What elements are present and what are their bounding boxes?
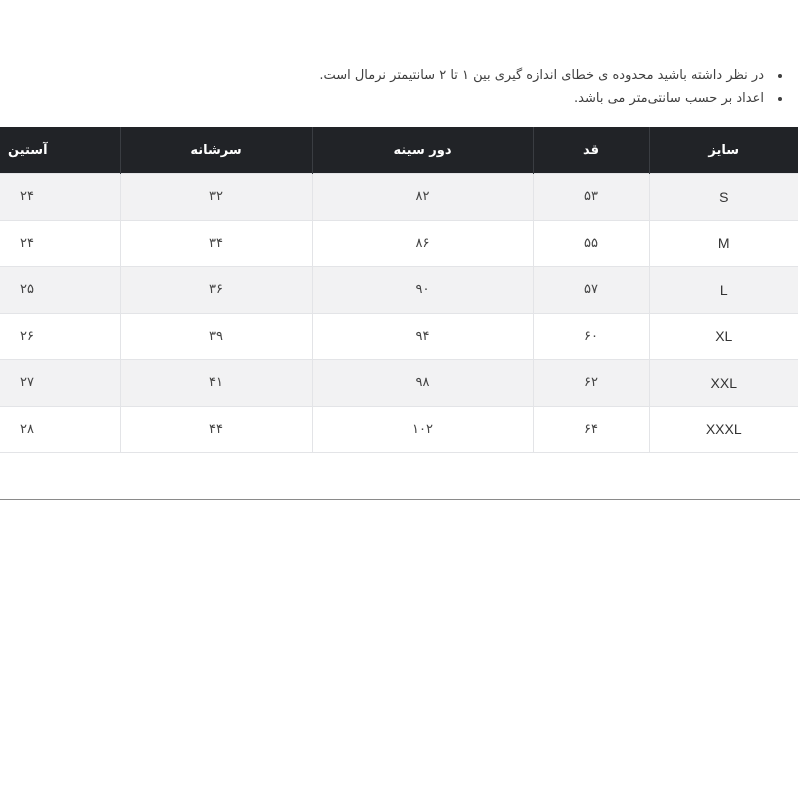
cell-sleeve: ۲۴	[0, 174, 120, 221]
note-item: • در نظر داشته باشید محدوده ی خطای اندازه گیری بین ۱ تا ۲ سانتیمتر نرمال است.	[319, 64, 768, 87]
header-length: قد	[533, 127, 649, 174]
cell-sleeve: ۲۵	[0, 267, 120, 314]
cell-size: XXL	[649, 360, 798, 407]
cell-chest: ۸۲	[312, 174, 533, 221]
cell-length: ۶۴	[533, 406, 649, 453]
note-item: • اعداد بر حسب سانتی‌متر می باشد.	[319, 87, 768, 110]
cell-length: ۶۲	[533, 360, 649, 407]
cell-length: ۵۷	[533, 267, 649, 314]
cell-chest: ۱۰۲	[312, 406, 533, 453]
cell-size: XXXL	[649, 406, 798, 453]
table-row	[0, 174, 798, 221]
table-row	[0, 406, 798, 453]
cell-size: L	[649, 267, 798, 314]
table-row	[0, 313, 798, 360]
table-header-row	[0, 127, 798, 174]
cell-size: XL	[649, 313, 798, 360]
cell-chest: ۸۶	[312, 220, 533, 267]
cell-shoulder: ۳۹	[120, 313, 312, 360]
cell-shoulder: ۴۱	[120, 360, 312, 407]
cell-size: M	[649, 220, 798, 267]
cell-sleeve: ۲۸	[0, 406, 120, 453]
cell-shoulder: ۳۲	[120, 174, 312, 221]
cell-size: S	[649, 174, 798, 221]
header-chest: دور سینه	[312, 127, 533, 174]
cell-chest: ۹۰	[312, 267, 533, 314]
table-row	[0, 267, 798, 314]
size-chart-table	[0, 127, 798, 453]
cell-length: ۶۰	[533, 313, 649, 360]
size-notes	[319, 64, 786, 110]
cell-shoulder: ۳۶	[120, 267, 312, 314]
divider	[0, 499, 800, 500]
cell-sleeve: ۲۷	[0, 360, 120, 407]
cell-shoulder: ۳۴	[120, 220, 312, 267]
cell-chest: ۹۸	[312, 360, 533, 407]
table-row	[0, 360, 798, 407]
cell-length: ۵۳	[533, 174, 649, 221]
cell-shoulder: ۴۴	[120, 406, 312, 453]
header-shoulder: سرشانه	[120, 127, 312, 174]
cell-sleeve: ۲۶	[0, 313, 120, 360]
table-row	[0, 220, 798, 267]
cell-length: ۵۵	[533, 220, 649, 267]
header-sleeve: آستین	[0, 127, 120, 174]
cell-sleeve: ۲۴	[0, 220, 120, 267]
cell-chest: ۹۴	[312, 313, 533, 360]
header-size: سایز	[649, 127, 798, 174]
